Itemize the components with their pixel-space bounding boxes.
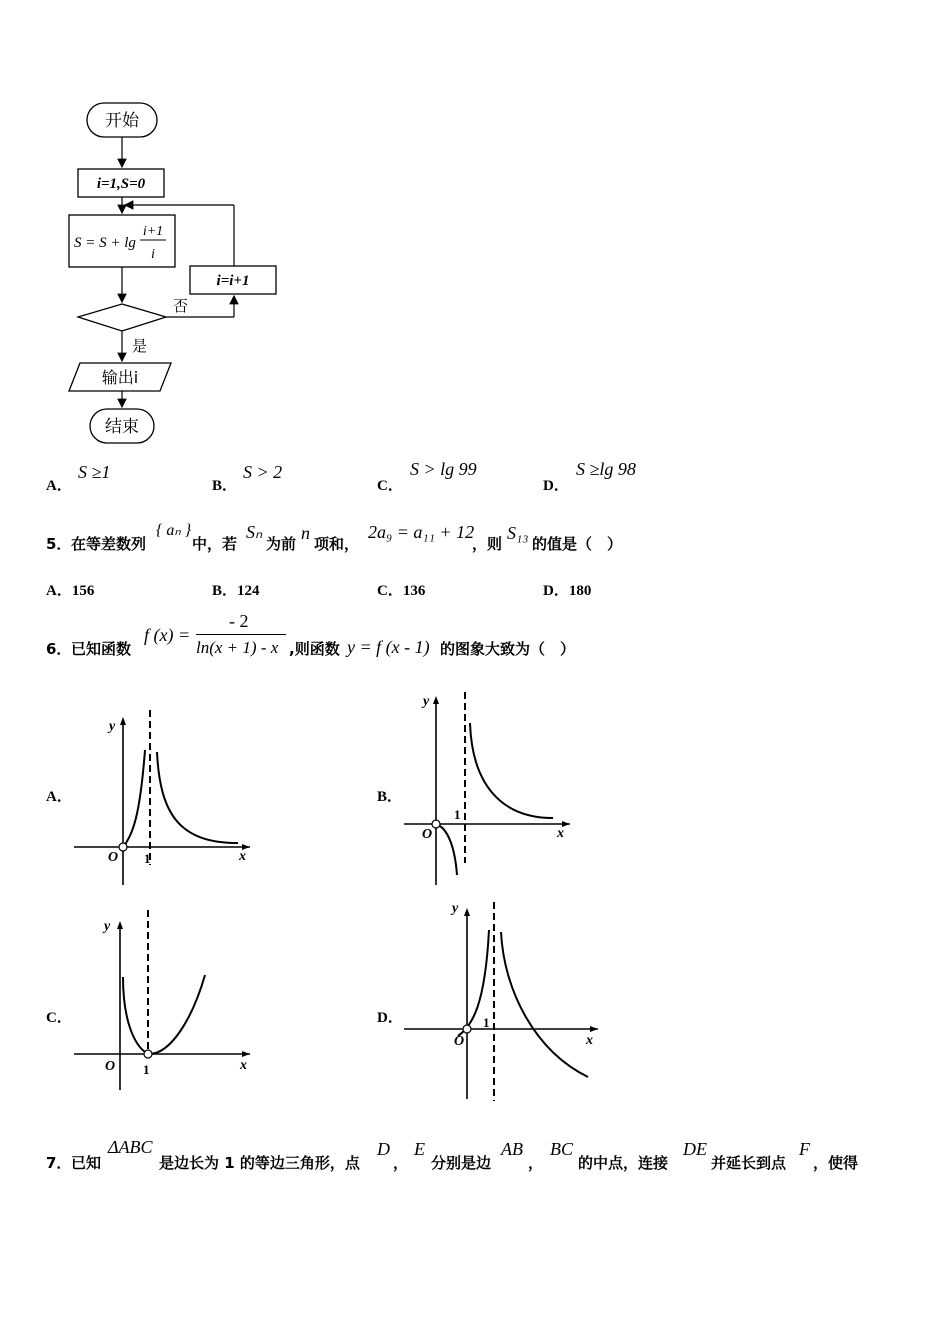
q4-option-b-expr: S > 2 xyxy=(243,462,283,482)
q5-text-1: 在等差数列 xyxy=(71,535,147,553)
q7-text-4: 的中点，连接 xyxy=(578,1154,669,1172)
q5-option-b[interactable]: B．124 xyxy=(212,583,260,599)
condition-diamond xyxy=(78,304,166,331)
graph-d-one: 1 xyxy=(483,1015,490,1030)
q6-g: y = f (x - 1) xyxy=(347,637,430,657)
q7-d: D xyxy=(377,1139,390,1159)
q5-an: { aₙ } xyxy=(156,522,192,539)
q7-text-6: ，使得 xyxy=(813,1154,859,1172)
graph-a-label[interactable]: A． xyxy=(46,789,72,805)
graph-d[interactable] xyxy=(400,896,610,1101)
q7-de: DE xyxy=(683,1139,707,1159)
q7-text-5: 并延长到点 xyxy=(711,1154,787,1172)
graph-b-origin: O xyxy=(422,827,433,842)
q6-number: 6． xyxy=(46,640,72,658)
graph-a-one: 1 xyxy=(144,851,151,866)
q7-comma-2: ， xyxy=(528,1154,544,1172)
output-label: 输出i xyxy=(101,368,139,387)
init-label: i=1,S=0 xyxy=(96,176,146,192)
graph-c-label[interactable]: C． xyxy=(46,1010,72,1026)
q7-bc: BC xyxy=(550,1139,574,1159)
q6-text-1: 已知函数 xyxy=(71,640,132,658)
q6-text-3: 的图象大致为（ ） xyxy=(440,640,576,658)
q4-option-a-expr: S ≥1 xyxy=(78,462,111,482)
q6-fraction-bar xyxy=(196,634,286,635)
graph-b[interactable] xyxy=(400,688,580,888)
q4-option-c-expr: S > lg 99 xyxy=(410,459,477,479)
q6-text-2: ,则函数 xyxy=(289,640,340,658)
flowchart xyxy=(60,95,290,450)
q7-comma-1: ， xyxy=(393,1154,409,1172)
q6-numerator: - 2 xyxy=(229,611,249,631)
q7-text-3: 分别是边 xyxy=(431,1154,492,1172)
yes-label: 是 xyxy=(132,337,148,355)
q6-fx: f (x) = xyxy=(144,625,191,645)
q5-text-3: 为前 xyxy=(266,535,297,553)
graph-d-origin: O xyxy=(454,1034,465,1049)
q4-option-a[interactable]: A． xyxy=(46,478,72,494)
q4-option-b[interactable]: B． xyxy=(212,478,238,494)
q5-option-c[interactable]: C．136 xyxy=(377,583,426,599)
graph-c-y-label: y xyxy=(104,919,111,934)
q5-text-2: 中，若 xyxy=(192,535,238,553)
graph-a-origin: O xyxy=(108,850,119,865)
q7-f: F xyxy=(799,1139,810,1159)
frac-den: i xyxy=(151,247,155,262)
q4-option-d[interactable]: D． xyxy=(543,478,569,494)
q5-option-d[interactable]: D．180 xyxy=(543,583,592,599)
graph-b-label[interactable]: B． xyxy=(377,789,403,805)
q7-ab: AB xyxy=(501,1139,523,1159)
start-label: 开始 xyxy=(105,111,139,131)
graph-a[interactable] xyxy=(70,705,260,890)
graph-b-one: 1 xyxy=(454,807,461,822)
q5-n: n xyxy=(301,523,310,543)
graph-b-x-label: x xyxy=(557,826,564,841)
no-label: 否 xyxy=(173,297,189,315)
q7-e: E xyxy=(414,1139,425,1159)
q4-option-c[interactable]: C． xyxy=(377,478,403,494)
graph-d-y-label: y xyxy=(452,901,459,916)
q4-option-d-expr: S ≥lg 98 xyxy=(576,459,636,479)
q5-sn: Sₙ xyxy=(246,522,263,542)
q6-denominator: ln(x + 1) - x xyxy=(196,638,279,657)
graph-c-x-label: x xyxy=(240,1058,247,1073)
graph-c-one: 1 xyxy=(143,1062,150,1077)
graph-b-y-label: y xyxy=(423,694,430,709)
end-label: 结束 xyxy=(105,417,139,437)
graph-c[interactable] xyxy=(70,905,260,1090)
graph-c-origin: O xyxy=(105,1059,116,1074)
q5-number: 5． xyxy=(46,535,72,553)
q5-option-a[interactable]: A．156 xyxy=(46,583,95,599)
increment-label: i=i+1 xyxy=(216,273,250,289)
formula-label: S = S + lg xyxy=(74,235,136,251)
q7-text-2: 是边长为 1 的等边三角形，点 xyxy=(159,1154,360,1172)
q7-number: 7． xyxy=(46,1154,72,1172)
q5-s13: S₁₃ xyxy=(507,523,529,543)
q5-text-5: ，则 xyxy=(472,535,503,553)
graph-d-x-label: x xyxy=(586,1033,593,1048)
q5-equation: 2a₉ = a₁₁ + 12 xyxy=(368,522,475,542)
frac-num: i+1 xyxy=(142,224,164,239)
q7-abc: ΔABC xyxy=(108,1137,153,1157)
graph-a-y-label: y xyxy=(109,719,116,734)
q5-text-6: 的值是（ ） xyxy=(532,535,623,553)
graph-a-x-label: x xyxy=(239,849,246,864)
graph-d-label[interactable]: D． xyxy=(377,1010,403,1026)
q5-text-4: 项和， xyxy=(314,535,360,553)
q7-text-1: 已知 xyxy=(71,1154,102,1172)
